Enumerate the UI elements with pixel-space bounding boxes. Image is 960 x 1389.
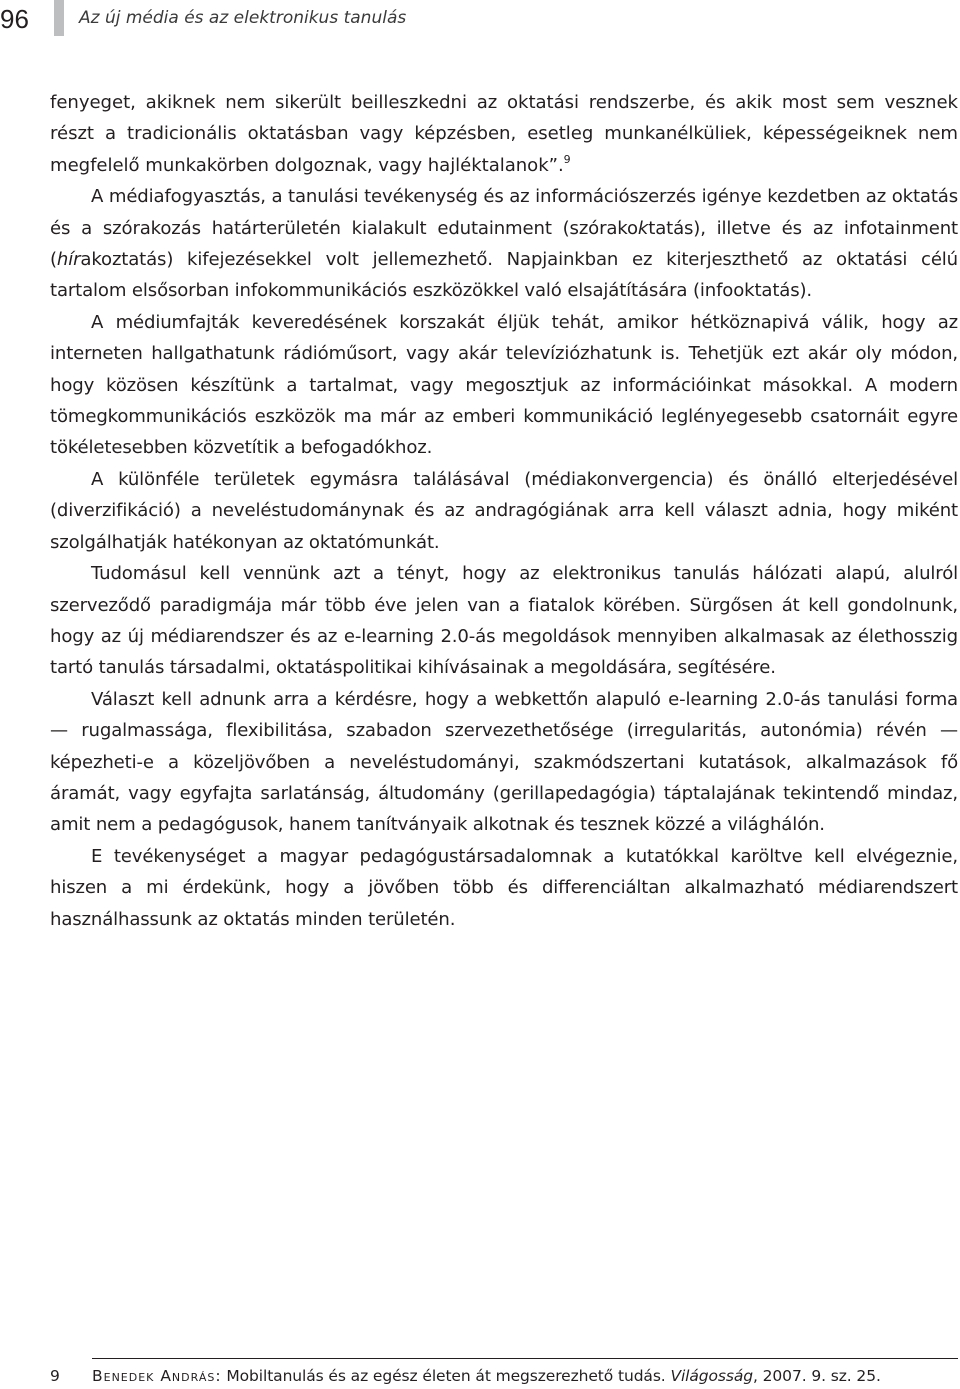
paragraph: Választ kell adnunk arra a kérdésre, hogy a webkettőn alapuló e-learning 2.0-ás tanulási forma — rugalmassága, flexibilitása, szabadon szervezethetősége (irregularitás, autonómia) révén — képezheti-e a közeljövőben a neveléstudományi, szakmódszertani kutatások, alkalmazások fő áramát, vagy egyfajta sarlatánság, áltudomány (gerillapedagógia) táptalajának tekintendő mindaz, amit nem a pedagógusok, hanem tanítványaik alkotnak és tesznek közzé a világhálón. [50,688,958,836]
footnote-author: Benedek András: [92,1367,222,1385]
paragraph-text: akoztatás) kifejezésekkel volt jellemezhető. Napjainkban ez kiterjeszthető az oktatási célú tartalom elsősorban infokommunikációs eszközökkel való elsajátítására (infooktatás). [50,249,958,302]
emphasis: k [637,217,649,239]
footnote-journal: Világosság [670,1367,753,1385]
footnote-title: Mobiltanulás és az egész életen át megszerezhető tudás. [221,1367,671,1385]
footnote [50,1365,958,1387]
header-divider [54,0,64,36]
paragraph: A médiumfajták keveredésének korszakát éljük tehát, amikor hétköznapivá válik, hogy az interneten hallgathatunk rádióműsort, vagy akár televíziózhatunk is. Tehetjük ezt akár oly módon, hogy közösen készítünk a tartalmat, vagy megosztjuk az információinkat másokkal. A modern tömegkommunikációs eszközök ma már az emberi kommunikáció leglényegesebb csatornáit egyre tökéletesebben közvetítik a befogadókhoz. [50,311,958,459]
emphasis: hír [56,249,81,271]
paragraph-text: tatás), illetve és az infotainment ( [50,217,958,271]
page-number: 96 [0,4,29,34]
paragraph: A különféle területek egymásra találásával (médiakonvergencia) és önálló elterjedésével (diverzifikáció) a neveléstudománynak és az andragógiának arra kell választ adnia, hogy miként szolgálhatják hatékonyan az oktatómunkát. [50,468,958,553]
running-title: Az új média és az elektronikus tanulás [79,8,407,28]
paragraph [50,181,958,307]
page-header [0,0,960,40]
footnote-number: 9 [50,1367,60,1385]
paragraph-text: A médiafogyasztás, a tanulási tevékenység és az információszerzés igénye kezdetben az oktatás és a szórakozás határterületén kialakult edutainment (szórako [50,186,958,239]
body-text [50,87,958,935]
paragraph-text: fenyeget, akiknek nem sikerült beilleszkedni az oktatási rendszerbe, és akik most sem vesznek részt a tradicionális oktatásban vagy képzésben, esetleg munkanélküliek, képességeiknek nem megfelelő munkakörben dolgoznak, vagy hajléktalanok”. [50,92,958,176]
footnote-citation: , 2007. 9. sz. 25. [753,1367,881,1385]
footnote-reference: 9 [563,152,571,166]
paragraph: Tudomásul kell vennünk azt a tényt, hogy az elektronikus tanulás hálózati alapú, alulról szerveződő paradigmája már több éve jelen van a fiatalok körében. Sürgősen át kell gondolnunk, hogy az új médiarendszer és az e-learning 2.0-ás megoldások mennyiben alkalmasak az élethosszig tartó tanulás társadalmi, oktatáspolitikai kihívásainak a megoldására, segítésére. [50,563,958,679]
paragraph-continued [50,87,958,181]
paragraph: E tevékenységet a magyar pedagógustársadalomnak a kutatókkal karöltve kell elvégeznie, hiszen a mi érdekünk, hogy a jövőben több és differenciáltan alkalmazható médiarendszert használhassunk az oktatás minden területén. [50,845,958,930]
footnote-divider [92,1358,958,1359]
